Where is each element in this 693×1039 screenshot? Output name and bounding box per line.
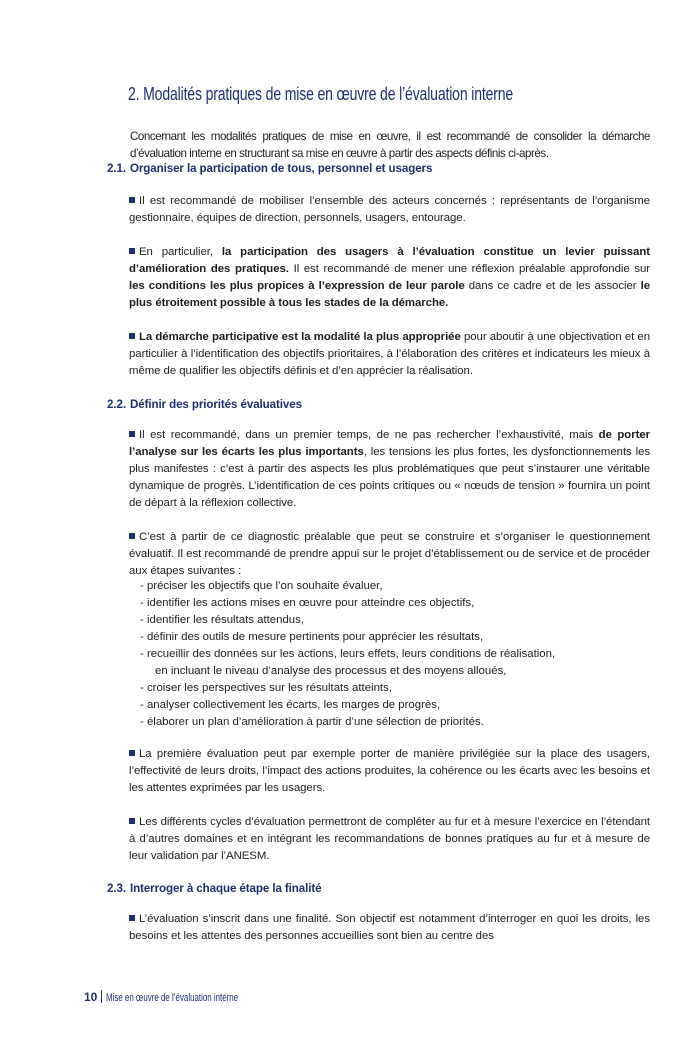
paragraph-2-3-1: L’évaluation s’inscrit dans une finalité. Son objectif est notamment d’interroger en quoi les droits, les besoins et les attentes des personnes accueillies sont bien au centre des: [129, 913, 650, 942]
paragraph-2-1-3: La démarche participative est la modalité la plus appropriée pour aboutir à une objectivation et en particulier à l’identification des objectifs prioritaires, à l’élaboration des critères et indicateurs les mieux à même de qualifier les objectifs définis et d’en apprécier la réalisation.: [129, 331, 650, 377]
subsection-number: 2.1.: [107, 162, 126, 175]
subsection-heading-text: Interroger à chaque étape la finalité: [129, 882, 322, 895]
square-bullet-icon: [129, 533, 135, 539]
list-item: - analyser collectivement les écarts, les marges de progrès,: [140, 699, 441, 711]
square-bullet-icon: [129, 818, 135, 824]
page-number: 10: [84, 990, 98, 1004]
list-item: - identifier les résultats attendus,: [140, 614, 304, 626]
subsection-heading-text: Définir des priorités évaluatives: [129, 398, 302, 411]
footer-divider: [101, 990, 102, 1003]
square-bullet-icon: [129, 915, 135, 921]
paragraph-2-1-2: En particulier, la participation des usagers à l’évaluation constitue un levier puissant d’amélioration des pratiques. Il est recommandé de mener une réflexion préalable approfondie sur les conditions les plus propices à l’expression de leur parole dans ce cadre et de les associer le plus étroitement possible à tous les stades de la démarche.: [129, 246, 650, 309]
list-item: - croiser les perspectives sur les résultats atteints,: [140, 682, 392, 694]
square-bullet-icon: [129, 333, 135, 339]
square-bullet-icon: [129, 750, 135, 756]
section-title: 2. Modalités pratiques de mise en œuvre de l’évaluation interne: [128, 84, 514, 104]
square-bullet-icon: [129, 197, 135, 203]
steps-list: [140, 578, 650, 731]
subsection-2-1-heading: [107, 162, 432, 175]
list-item: - préciser les objectifs que l’on souhaite évaluer,: [140, 580, 383, 592]
subsection-number: 2.2.: [107, 398, 126, 411]
paragraph-2-2-2: C’est à partir de ce diagnostic préalable que peut se construire et s’organiser le questionnement évaluatif. Il est recommandé de prendre appui sur le projet d’établissement ou de service et de procéder aux étapes suivantes :: [129, 531, 650, 577]
square-bullet-icon: [129, 431, 135, 437]
subsection-heading-text: Organiser la participation de tous, personnel et usagers: [129, 162, 433, 175]
footer-title: Mise en œuvre de l’évaluation interne: [106, 992, 239, 1004]
paragraph-2-2-1: Il est recommandé, dans un premier temps, de ne pas rechercher l’exhaustivité, mais de porter l’analyse sur les écarts les plus importants, les tensions les plus fortes, les dysfonctionnements les plus manifestes : c’est à partir des aspects les plus problématiques que peut s’instaurer une véritable dynamique de progrès. L’identification de ces points critiques ou « nœuds de tension » fournira un point de départ à la réflexion collective.: [129, 429, 650, 509]
list-item: - identifier les actions mises en œuvre pour atteindre ces objectifs,: [140, 597, 475, 609]
list-item: - recueillir des données sur les actions, leurs effets, leurs conditions de réalisation,: [140, 648, 556, 660]
subsection-2-3-heading: [107, 882, 321, 895]
paragraph-2-1-1: Il est recommandé de mobiliser l’ensemble des acteurs concernés : représentants de l’organisme gestionnaire, équipes de direction, personnels, usagers, entourage.: [129, 195, 650, 224]
list-item: - définir des outils de mesure pertinents pour apprécier les résultats,: [140, 631, 484, 643]
list-item: - élaborer un plan d’amélioration à partir d’une sélection de priorités.: [140, 716, 484, 728]
subsection-2-2-heading: [107, 398, 302, 411]
square-bullet-icon: [129, 248, 135, 254]
list-item-continuation: en incluant le niveau d’analyse des processus et des moyens alloués,: [155, 665, 507, 677]
paragraph-2-2-3: La première évaluation peut par exemple porter de manière privilégiée sur la place des usagers, l’effectivité de leurs droits, l’impact des actions produites, la cohérence ou les écarts avec les besoins et les attentes exprimées par les usagers.: [129, 748, 650, 794]
subsection-number: 2.3.: [107, 882, 126, 895]
page-footer: [84, 990, 290, 1004]
paragraph-2-2-4: Les différents cycles d’évaluation permettront de compléter au fur et à mesure l’exercice en l’étendant à d’autres domaines et en intégrant les recommandations de bonnes pratiques au fur et à mesure de leur validation par l’ANESM.: [129, 816, 650, 862]
intro-paragraph: Concernant les modalités pratiques de mise en œuvre, il est recommandé de consolider la démarche d’évaluation interne en structurant sa mise en œuvre à partir des aspects définis ci-après.: [130, 130, 650, 160]
